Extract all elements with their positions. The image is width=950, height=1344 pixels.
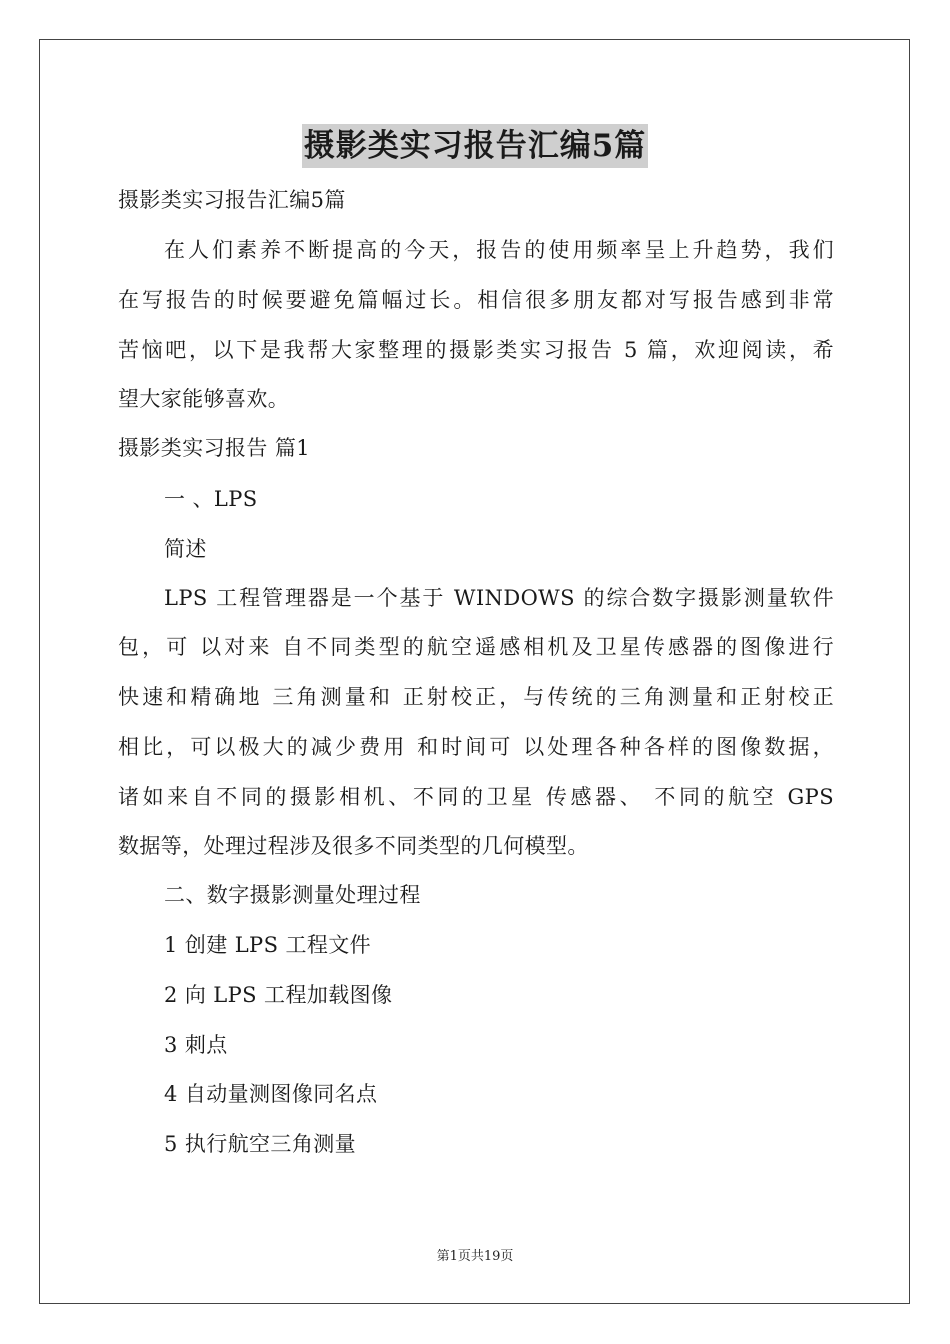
intro-line-3: 苦恼吧，以下是我帮大家整理的摄影类实习报告 5 篇，欢迎阅读，希 [118,338,834,362]
overview-line-2: 包，可 以对来 自不同类型的航空遥感相机及卫星传感器的图像进行 [118,635,834,659]
overview-label: 简述 [164,537,207,561]
overview-line-5: 诸如来自不同的摄影相机、不同的卫星 传感器、 不同的航空 GPS [118,785,834,809]
step-5: 5 执行航空三角测量 [164,1132,357,1156]
item-two-heading: 二、数字摄影测量处理过程 [164,883,421,907]
intro-line-2: 在写报告的时候要避免篇幅过长。相信很多朋友都对写报告感到非常 [118,288,834,312]
page-number: 第1页 [436,1249,471,1264]
step-2: 2 向 LPS 工程加载图像 [164,983,393,1007]
document-title: 摄影类实习报告汇编5篇 [302,124,649,168]
title-container [0,124,950,168]
document-subtitle: 摄影类实习报告汇编5篇 [118,188,346,212]
step-1: 1 创建 LPS 工程文件 [164,933,372,957]
step-3: 3 刺点 [164,1033,228,1057]
item-one-heading: 一 、LPS [164,487,258,511]
step-4: 4 自动量测图像同名点 [164,1082,378,1106]
page-footer [0,1248,950,1266]
overview-line-1: LPS 工程管理器是一个基于 WINDOWS 的综合数字摄影测量软件 [164,586,834,610]
overview-line-3: 快速和精确地 三角测量和 正射校正，与传统的三角测量和正射校正 [118,685,834,709]
page-border [39,39,910,1304]
total-pages: 共19页 [470,1249,514,1264]
intro-line-4: 望大家能够喜欢。 [118,387,290,411]
intro-line-1: 在人们素养不断提高的今天，报告的使用频率呈上升趋势，我们 [164,238,834,262]
section-heading: 摄影类实习报告 篇1 [118,436,311,460]
overview-line-4: 相比，可以极大的减少费用 和时间可 以处理各种各样的图像数据， [118,735,834,759]
overview-line-6: 数据等，处理过程涉及很多不同类型的几何模型。 [118,834,589,858]
